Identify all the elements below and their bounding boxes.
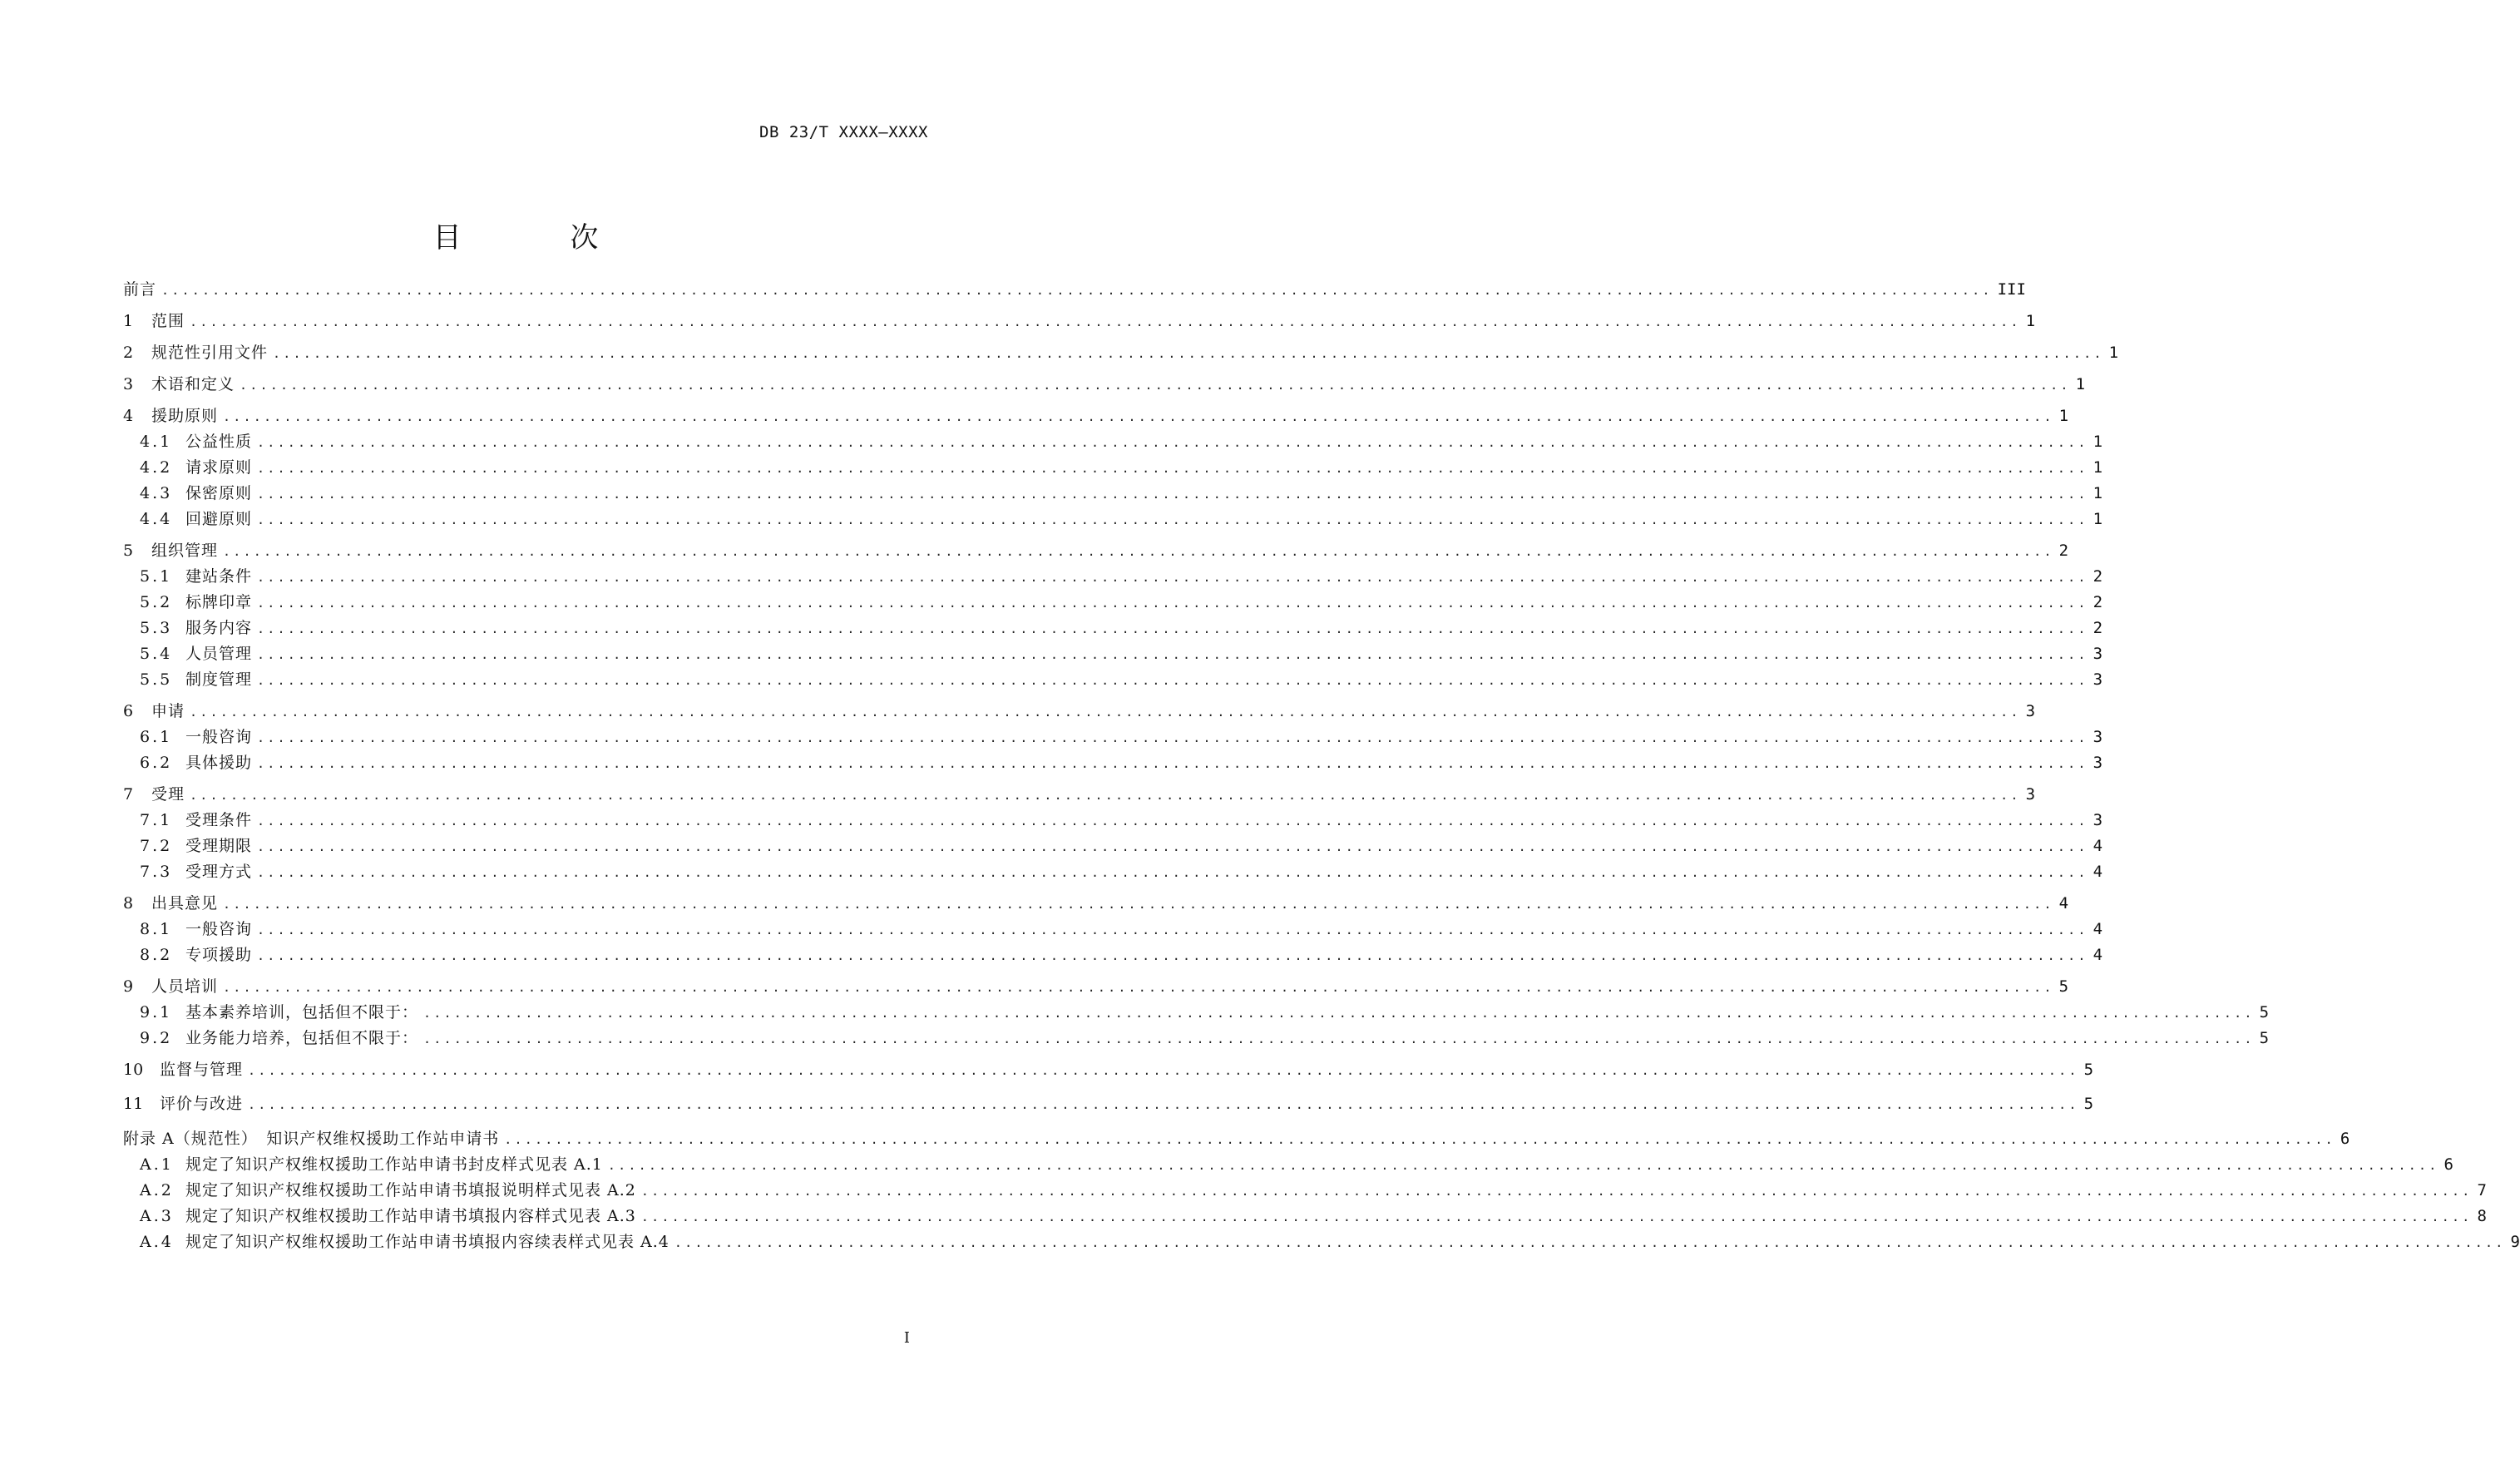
toc-entry-page: 3 [2093,728,2103,746]
toc-subentry[interactable] [123,834,2103,858]
toc-entry-label: 监督与管理 [160,1061,244,1079]
toc-entry[interactable] [123,700,2036,723]
toc-leader-dots: .................................................................................................................................................................................... [257,435,2088,450]
page-number: I [903,1329,910,1347]
toc-subentry[interactable] [123,1153,2453,1176]
toc-entry-label: 一般咨询 [185,728,253,746]
toc-entry-page: 1 [2093,433,2103,451]
toc-subentry[interactable] [123,616,2103,640]
toc-leader-dots: .................................................................................................................................................................................... [257,814,2088,828]
toc-entry-page: 3 [2093,811,2103,829]
toc-entry-label: 受理期限 [185,837,253,855]
toc-leader-dots: .................................................................................................................................................................................... [190,705,2021,720]
toc-subentry[interactable] [123,668,2103,691]
toc-entry-number: 7 [123,785,134,804]
toc-entry-number: 6 [123,702,134,720]
toc-subentry[interactable] [123,1204,2487,1228]
toc-entry[interactable] [123,341,2119,364]
toc-entry-label: 专项援助 [185,946,253,964]
toc-leader-dots: .................................................................................................................................................................................... [257,512,2088,527]
toc-subentry[interactable] [123,809,2103,832]
toc-entry[interactable] [123,892,2069,915]
toc-entry-page: 2 [2093,619,2103,637]
toc-leader-dots: .................................................................................................................................................................................... [504,1132,2335,1147]
toc-entry-label: 受理 [151,785,185,804]
toc-entry-number: 4 [123,407,134,425]
toc-entry-label: 建站条件 [185,567,253,586]
toc-entry-number: 9.2 [140,1029,173,1047]
toc-entry-number: 9.1 [140,1003,173,1021]
toc-subentry[interactable] [123,943,2103,967]
toc-leader-dots: .................................................................................................................................................................................... [640,1209,2473,1224]
toc-leader-dots: .................................................................................................................................................................................... [257,570,2088,585]
toc-entry-label: 公益性质 [185,433,253,451]
toc-entry-page: 2 [2058,542,2069,560]
toc-entry-label: 组织管理 [151,542,219,560]
toc-entry-number: 5.2 [140,593,173,611]
toc-leader-dots: .................................................................................................................................................................................... [257,621,2088,636]
toc-entry-label: 服务内容 [185,619,253,637]
toc-entry-label: 保密原则 [185,484,253,502]
toc-entry-label: 标牌印章 [185,593,253,611]
toc-entry[interactable] [123,373,2086,396]
toc-entry-number: 11 [123,1095,144,1113]
toc-entry-number: 6.1 [140,728,173,746]
toc-leader-dots: .................................................................................................................................................................................... [257,922,2088,937]
toc-subentry[interactable] [123,1001,2270,1024]
toc-entry-page: 5 [2259,1029,2270,1047]
toc-entry-page: 1 [2093,484,2103,502]
toc-entry-number: 1 [123,312,134,330]
toc-entry-label: 一般咨询 [185,920,253,938]
toc-subentry[interactable] [123,860,2103,883]
toc-entry-page: 8 [2477,1207,2487,1225]
toc-entry-label: 回避原则 [185,510,253,528]
toc-leader-dots: .................................................................................................................................................................................... [257,487,2088,502]
toc-leader-dots: .................................................................................................................................................................................... [240,378,2071,393]
toc-entry[interactable] [123,1092,2094,1115]
toc-entry-label: 规定了知识产权维权援助工作站申请书封皮样式见表 A.1 [185,1155,603,1174]
toc-entry-number: 4.3 [140,484,173,502]
toc-entry[interactable] [123,783,2036,806]
toc-subentry[interactable] [123,565,2103,588]
toc-entry-number: 10 [123,1061,144,1079]
toc-entry-label: 请求原则 [185,458,253,477]
toc-entry-page: 4 [2093,920,2103,938]
toc-entry[interactable] [123,975,2069,998]
toc-entry-number: 5 [123,542,134,560]
toc-subentry[interactable] [123,591,2103,614]
toc-entry-label: 人员培训 [151,977,219,996]
toc-entry-label: 制度管理 [185,670,253,689]
toc-entry-number: 5.4 [140,645,173,663]
toc-subentry[interactable] [123,751,2103,774]
toc-entry-label: 规范性引用文件 [151,344,269,362]
toc-entry-page: 9 [2510,1233,2520,1251]
toc-entry-label: 规定了知识产权维权援助工作站申请书填报内容样式见表 A.3 [185,1207,636,1225]
toc-leader-dots: .................................................................................................................................................................................... [257,839,2088,854]
toc-leader-dots: .................................................................................................................................................................................... [607,1158,2439,1173]
toc-entry-page: 3 [2093,754,2103,772]
toc-entry-number: 7.2 [140,837,173,855]
toc-entry-label: 受理方式 [185,863,253,881]
toc-entry-label: 出具意见 [151,894,219,912]
toc-entry[interactable] [123,539,2069,562]
toc-subentry[interactable] [123,1026,2270,1050]
toc-entry-number: 2 [123,344,134,362]
toc-entry-label: 规定了知识产权维权援助工作站申请书填报说明样式见表 A.2 [185,1181,636,1199]
toc-entry-label: 基本素养培训，包括但不限于： [185,1003,419,1021]
toc-leader-dots: .................................................................................................................................................................................... [640,1184,2473,1199]
toc-entry[interactable] [123,309,2036,333]
toc-subentry[interactable] [123,482,2103,505]
toc-entry-label: 评价与改进 [160,1095,244,1113]
toc-leader-dots: .................................................................................................................................................................................... [257,730,2088,745]
page-title: 目 次 [432,221,649,255]
toc-entry-number: 3 [123,375,134,393]
toc-entry[interactable] [123,278,2026,301]
document-code: DB 23/T XXXX—XXXX [759,123,928,141]
toc-subentry[interactable] [123,1179,2487,1202]
toc-subentry[interactable] [123,917,2103,941]
toc-subentry[interactable] [123,1230,2520,1254]
toc-leader-dots: .................................................................................................................................................................................... [190,788,2021,803]
toc-leader-dots: .................................................................................................................................................................................... [257,948,2088,963]
toc-entry-label: 人员管理 [185,645,253,663]
toc-leader-dots: .................................................................................................................................................................................... [161,283,1993,298]
toc-entry-page: 6 [2340,1130,2350,1148]
toc-entry[interactable] [123,1058,2094,1081]
toc-leader-dots: .................................................................................................................................................................................... [223,980,2054,995]
toc-entry-page: 4 [2058,894,2069,912]
toc-entry-page: 1 [2108,344,2119,362]
toc-entry-number: 5.1 [140,567,173,586]
toc-entry-number: 4.4 [140,510,173,528]
toc-entry-page: 6 [2443,1155,2453,1174]
toc-entry-number: 4.1 [140,433,173,451]
toc-entry-number: 7.3 [140,863,173,881]
toc-entry-number: A.2 [140,1181,174,1199]
toc-entry-number: 8.1 [140,920,173,938]
toc-leader-dots: .................................................................................................................................................................................... [190,314,2021,329]
toc-entry-label: 附录 A（规范性） 知识产权维权援助工作站申请书 [123,1130,500,1148]
toc-entry-label: 业务能力培养，包括但不限于： [185,1029,419,1047]
toc-leader-dots: .................................................................................................................................................................................... [223,897,2054,912]
toc-entry-number: 5.3 [140,619,173,637]
toc-entry-page: 3 [2025,785,2036,804]
toc-leader-dots: .................................................................................................................................................................................... [423,1031,2255,1046]
toc-subentry[interactable] [123,456,2103,479]
toc-entry-page: 5 [2259,1003,2270,1021]
toc-entry-page: 1 [2093,510,2103,528]
toc-leader-dots: .................................................................................................................................................................................... [257,596,2088,611]
toc-entry-page: 4 [2093,946,2103,964]
toc-entry-number: 5.5 [140,670,173,689]
toc-entry-label: 术语和定义 [151,375,235,393]
toc-entry-page: 4 [2093,863,2103,881]
toc-subentry[interactable] [123,430,2103,453]
toc-entry-page: 4 [2093,837,2103,855]
toc-leader-dots: .................................................................................................................................................................................... [257,461,2088,476]
toc-leader-dots: .................................................................................................................................................................................... [223,544,2054,559]
toc-entry-number: 4.2 [140,458,173,477]
toc-subentry[interactable] [123,642,2103,665]
toc-leader-dots: .................................................................................................................................................................................... [273,346,2104,361]
toc-entry-number: 8.2 [140,946,173,964]
toc-leader-dots: .................................................................................................................................................................................... [257,865,2088,880]
toc-entry-page: 5 [2058,977,2069,996]
toc-leader-dots: .................................................................................................................................................................................... [257,647,2088,662]
toc-entry-label: 前言 [123,280,157,299]
toc-entry-number: 7.1 [140,811,173,829]
toc-entry-page: 2 [2093,593,2103,611]
toc-subentry[interactable] [123,507,2103,531]
toc-leader-dots: .................................................................................................................................................................................... [223,409,2054,424]
toc-leader-dots: .................................................................................................................................................................................... [423,1006,2255,1021]
toc-entry-page: 7 [2477,1181,2487,1199]
toc-leader-dots: .................................................................................................................................................................................... [248,1063,2079,1078]
toc-entry-number: 9 [123,977,134,996]
toc-entry-number: 6.2 [140,754,173,772]
toc-entry-label: 具体援助 [185,754,253,772]
toc-entry-page: 1 [2058,407,2069,425]
toc-entry-page: 3 [2025,702,2036,720]
toc-entry-page: 3 [2093,670,2103,689]
toc-entry-label: 范围 [151,312,185,330]
toc-entry[interactable] [123,1127,2350,1150]
toc-entry-page: 1 [2025,312,2036,330]
toc-entry-page: 2 [2093,567,2103,586]
toc-entry-label: 受理条件 [185,811,253,829]
toc-entry-label: 援助原则 [151,407,219,425]
toc-entry-number: A.1 [140,1155,174,1174]
toc-entry-label: 规定了知识产权维权援助工作站申请书填报内容续表样式见表 A.4 [185,1233,670,1251]
toc-entry-page: 5 [2083,1095,2094,1113]
toc-leader-dots: .................................................................................................................................................................................... [674,1235,2506,1250]
toc-entry-page: 1 [2075,375,2086,393]
toc-entry-page: III [1997,280,2026,299]
toc-entry[interactable] [123,404,2069,428]
toc-entry-page: 3 [2093,645,2103,663]
toc-leader-dots: .................................................................................................................................................................................... [257,756,2088,771]
toc-subentry[interactable] [123,725,2103,749]
toc-leader-dots: .................................................................................................................................................................................... [257,673,2088,688]
toc-leader-dots: .................................................................................................................................................................................... [248,1097,2079,1112]
toc-entry-page: 5 [2083,1061,2094,1079]
toc-entry-number: A.3 [140,1207,174,1225]
toc-entry-number: 8 [123,894,134,912]
toc-entry-label: 申请 [151,702,185,720]
toc-entry-page: 1 [2093,458,2103,477]
toc-entry-number: A.4 [140,1233,174,1251]
